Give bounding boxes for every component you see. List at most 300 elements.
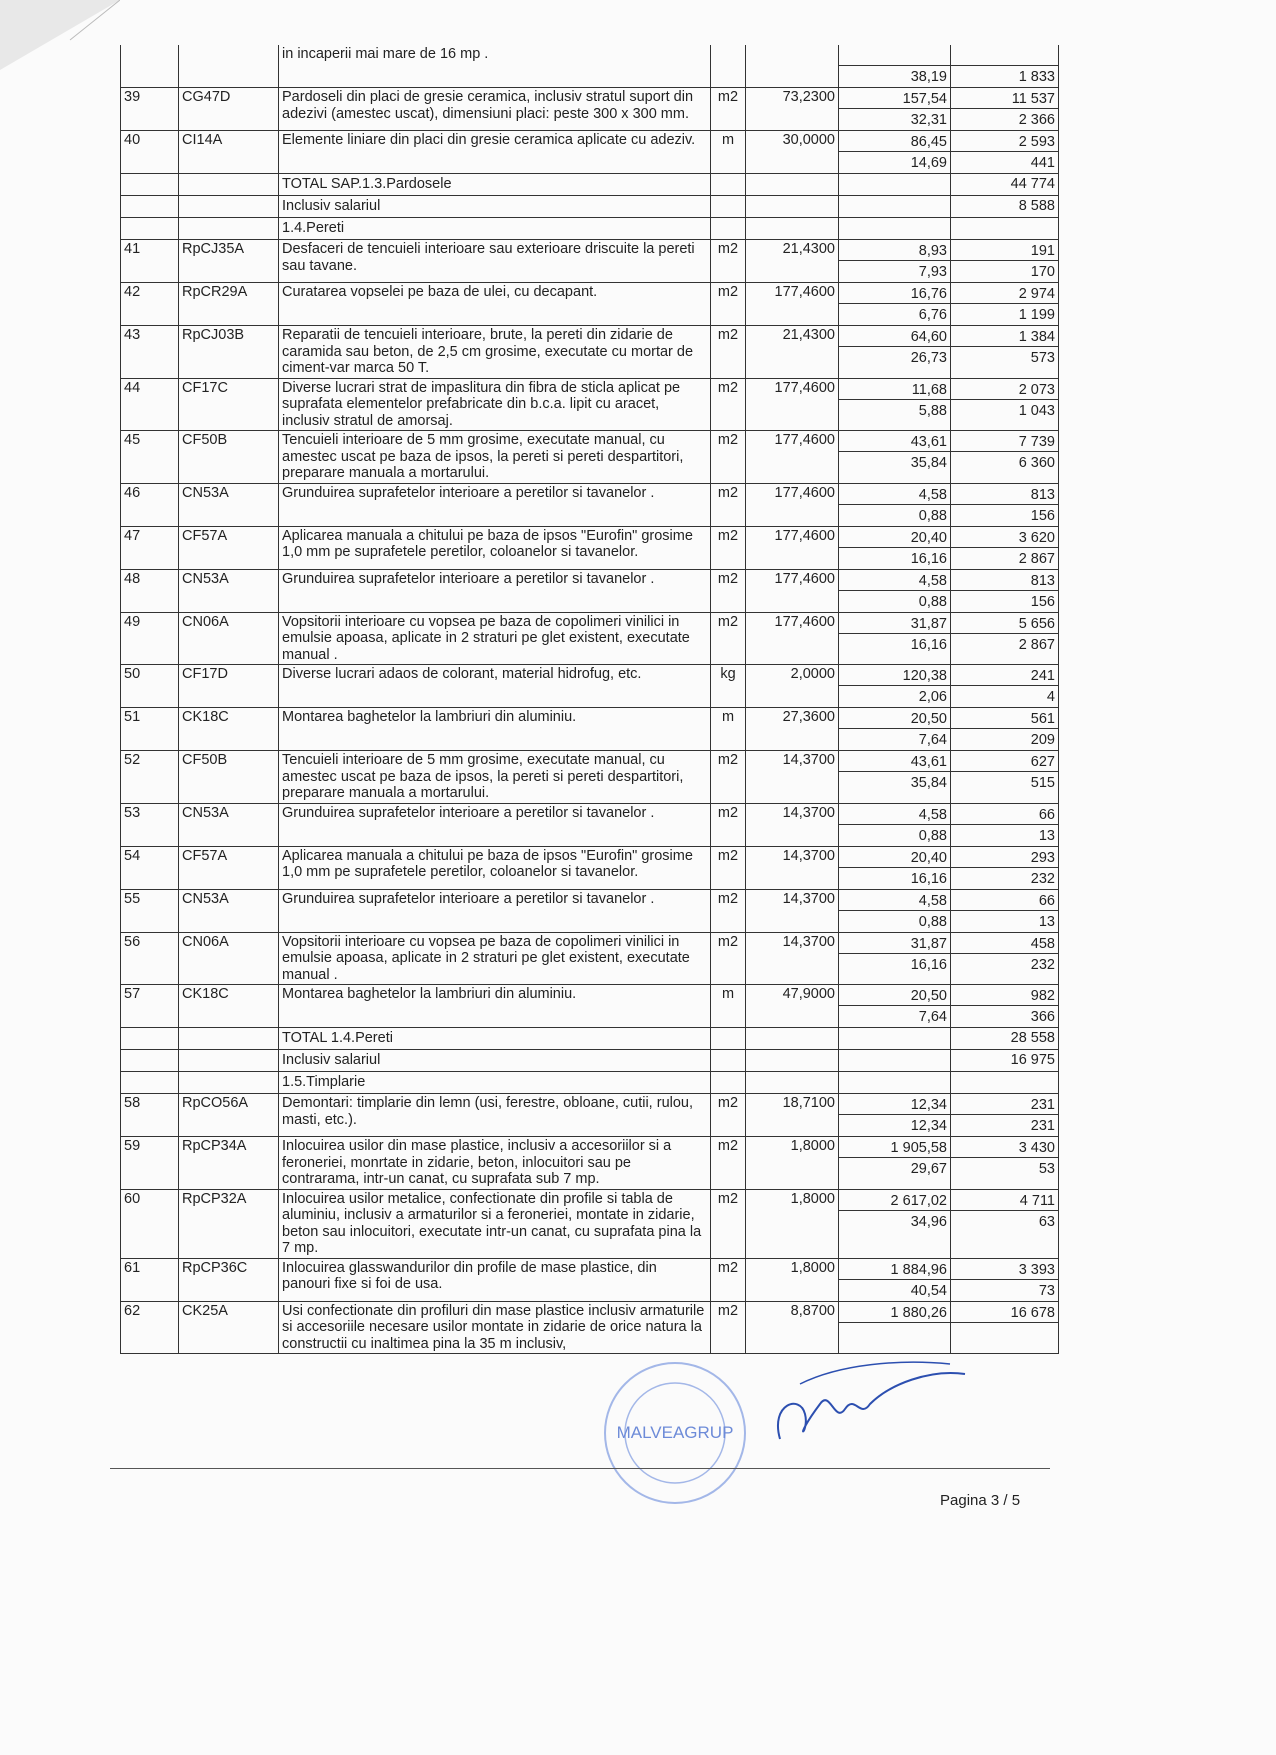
empty-cell — [746, 174, 839, 195]
item-unit: m2 — [711, 1302, 746, 1354]
item-unit: m — [711, 708, 746, 750]
unit-price: 26,73 — [910, 350, 947, 366]
total-cell — [951, 88, 1059, 130]
unit-price: 12,34 — [839, 1094, 950, 1115]
item-description: Demontari: timplarie din lemn (usi, ferestre, obloane, cutii, rulou, masti, etc.). — [279, 1094, 711, 1136]
unit-price: 157,54 — [839, 88, 950, 109]
empty-cell — [121, 196, 179, 217]
summary-total: 8 588 — [951, 196, 1059, 217]
item-number: 51 — [121, 708, 179, 750]
empty-cell — [746, 218, 839, 239]
unit-price-cell — [839, 240, 951, 282]
item-description: Inlocuirea glasswandurilor din profile de mase plastice, din panouri fixe si foi de usa. — [279, 1259, 711, 1301]
line-total: 2 974 — [951, 283, 1058, 304]
item-description: Desfaceri de tencuieli interioare sau exterioare driscuite la pereti sau tavane. — [279, 240, 711, 282]
line-total: 4 711 — [951, 1190, 1058, 1211]
unit-price: 86,45 — [839, 131, 950, 152]
unit-price-cell — [839, 570, 951, 612]
total-cell — [951, 484, 1059, 526]
table-row — [121, 1259, 1059, 1302]
unit-price: 1 880,26 — [839, 1302, 950, 1323]
line-total: 5 656 — [951, 613, 1058, 634]
item-code: RpCP34A — [179, 1137, 279, 1189]
item-quantity: 177,4600 — [746, 570, 839, 612]
estimate-table — [120, 45, 1059, 1354]
unit-price-cell — [839, 933, 951, 985]
item-unit: m2 — [711, 326, 746, 378]
unit-price: 4,58 — [839, 890, 950, 911]
item-number: 49 — [121, 613, 179, 665]
item-description: Tencuieli interioare de 5 mm grosime, executate manual, cu amestec uscat pe baza de ipsos, la pereti si pereti despartitori, preparare manuala a mortarului. — [279, 751, 711, 803]
unit-price: 8,93 — [839, 240, 950, 261]
empty-cell — [711, 1050, 746, 1071]
item-unit: m2 — [711, 379, 746, 431]
item-unit: m2 — [711, 933, 746, 985]
unit-price: 20,50 — [839, 708, 950, 729]
empty-cell — [746, 196, 839, 217]
line-total: 6 360 — [1018, 455, 1055, 471]
unit-price-cell — [839, 985, 951, 1027]
item-number: 54 — [121, 847, 179, 889]
item-code: CN06A — [179, 613, 279, 665]
total-cell — [951, 751, 1059, 803]
empty-cell — [839, 1050, 951, 1071]
table-row — [121, 890, 1059, 933]
unit-price: 43,61 — [839, 751, 950, 772]
item-quantity: 18,7100 — [746, 1094, 839, 1136]
item-number: 57 — [121, 985, 179, 1027]
unit-price-cell — [839, 1259, 951, 1301]
item-description: Grunduirea suprafetelor interioare a peretilor si tavanelor . — [279, 570, 711, 612]
total-cell — [951, 933, 1059, 985]
item-code: RpCP36C — [179, 1259, 279, 1301]
unit-price: 0,88 — [918, 827, 947, 844]
item-code — [179, 45, 279, 87]
company-stamp — [600, 1358, 750, 1508]
line-total: 7 739 — [951, 431, 1058, 452]
item-number: 46 — [121, 484, 179, 526]
item-quantity: 14,3700 — [746, 847, 839, 889]
table-row — [121, 45, 1059, 88]
item-number: 41 — [121, 240, 179, 282]
item-description: Grunduirea suprafetelor interioare a peretilor si tavanelor . — [279, 890, 711, 932]
unit-price: 20,40 — [839, 527, 950, 548]
item-quantity: 1,8000 — [746, 1259, 839, 1301]
signature — [760, 1344, 970, 1454]
item-code: RpCP32A — [179, 1190, 279, 1258]
item-number: 60 — [121, 1190, 179, 1258]
item-number: 39 — [121, 88, 179, 130]
summary-total — [951, 1072, 1059, 1093]
total-cell — [951, 379, 1059, 431]
unit-price — [839, 45, 950, 66]
item-quantity: 177,4600 — [746, 379, 839, 431]
unit-price: 38,19 — [910, 69, 947, 85]
line-total: 156 — [1030, 507, 1055, 524]
item-code: RpCJ35A — [179, 240, 279, 282]
unit-price: 43,61 — [839, 431, 950, 452]
item-quantity: 30,0000 — [746, 131, 839, 173]
summary-label: TOTAL SAP.1.3.Pardosele — [279, 174, 711, 195]
item-number: 45 — [121, 431, 179, 483]
item-number: 47 — [121, 527, 179, 569]
summary-row — [121, 1028, 1059, 1050]
item-quantity — [746, 45, 839, 87]
item-unit: m2 — [711, 890, 746, 932]
total-cell — [951, 804, 1059, 846]
summary-total: 28 558 — [951, 1028, 1059, 1049]
empty-cell — [179, 196, 279, 217]
item-quantity: 47,9000 — [746, 985, 839, 1027]
line-total: 573 — [1030, 350, 1055, 366]
unit-price: 20,40 — [839, 847, 950, 868]
item-code: CK18C — [179, 708, 279, 750]
total-cell — [951, 45, 1059, 87]
table-row — [121, 985, 1059, 1028]
empty-cell — [121, 1028, 179, 1049]
table-row — [121, 326, 1059, 379]
unit-price: 16,16 — [910, 550, 947, 567]
line-total: 561 — [951, 708, 1058, 729]
unit-price-cell — [839, 804, 951, 846]
unit-price: 29,67 — [910, 1161, 947, 1177]
item-code: CF57A — [179, 527, 279, 569]
unit-price: 0,88 — [918, 593, 947, 610]
empty-cell — [711, 174, 746, 195]
stamp-text: MALVEAGRUP — [616, 1423, 734, 1442]
line-total: 16 678 — [951, 1302, 1058, 1323]
summary-row — [121, 174, 1059, 196]
item-unit: m2 — [711, 1190, 746, 1258]
empty-cell — [179, 1050, 279, 1071]
item-quantity: 177,4600 — [746, 527, 839, 569]
unit-price-cell — [839, 890, 951, 932]
item-description: Aplicarea manuala a chitului pe baza de ipsos "Eurofin" grosime 1,0 mm pe suprafetele peretilor, coloanelor si tavanelor. — [279, 847, 711, 889]
unit-price: 34,96 — [910, 1213, 947, 1230]
total-cell — [951, 570, 1059, 612]
item-code: CF17D — [179, 665, 279, 707]
unit-price-cell — [839, 613, 951, 665]
table-row — [121, 283, 1059, 326]
table-row — [121, 804, 1059, 847]
unit-price-cell — [839, 484, 951, 526]
unit-price: 7,64 — [918, 732, 947, 748]
empty-cell — [179, 218, 279, 239]
unit-price: 35,84 — [910, 455, 947, 471]
unit-price: 14,69 — [910, 155, 947, 171]
unit-price: 20,50 — [839, 985, 950, 1006]
line-total: 2 593 — [951, 131, 1058, 152]
total-cell — [951, 985, 1059, 1027]
item-unit: m2 — [711, 431, 746, 483]
item-unit: m2 — [711, 283, 746, 325]
item-code: CN53A — [179, 570, 279, 612]
item-quantity: 14,3700 — [746, 804, 839, 846]
item-quantity: 21,4300 — [746, 326, 839, 378]
footer-divider — [110, 1468, 1050, 1469]
item-number: 58 — [121, 1094, 179, 1136]
unit-price: 31,87 — [839, 933, 950, 954]
line-total: 53 — [1038, 1161, 1055, 1177]
line-total: 2 366 — [1018, 112, 1055, 128]
unit-price: 64,60 — [839, 326, 950, 347]
item-unit: m2 — [711, 484, 746, 526]
line-total: 13 — [1038, 827, 1055, 844]
total-cell — [951, 1259, 1059, 1301]
item-number: 55 — [121, 890, 179, 932]
line-total: 3 620 — [951, 527, 1058, 548]
scan-corner-fold — [0, 0, 120, 80]
item-unit — [711, 45, 746, 87]
line-total: 66 — [951, 804, 1058, 825]
item-description: Vopsitorii interioare cu vopsea pe baza de copolimeri vinilici in emulsie apoasa, aplicate in 2 straturi pe glet existent, executate manual . — [279, 613, 711, 665]
unit-price — [839, 1323, 950, 1344]
unit-price-cell — [839, 751, 951, 803]
item-number: 59 — [121, 1137, 179, 1189]
line-total: 4 — [1046, 689, 1055, 705]
line-total: 3 393 — [951, 1259, 1058, 1280]
item-description: Elemente liniare din placi din gresie ceramica aplicate cu adeziv. — [279, 131, 711, 173]
item-quantity: 177,4600 — [746, 613, 839, 665]
summary-row — [121, 1050, 1059, 1072]
line-total: 458 — [951, 933, 1058, 954]
item-description: Grunduirea suprafetelor interioare a peretilor si tavanelor . — [279, 804, 711, 846]
item-description: Usi confectionate din profiluri din mase plastice inclusiv armaturile si accesoriile necesare usilor montate in zidarie de orice natura la constructii cu inaltimea pina la 35 m inclusiv, — [279, 1302, 711, 1354]
table-row — [121, 88, 1059, 131]
table-row — [121, 708, 1059, 751]
line-total: 982 — [951, 985, 1058, 1006]
item-unit: m2 — [711, 1094, 746, 1136]
empty-cell — [839, 1072, 951, 1093]
line-total: 209 — [1030, 732, 1055, 748]
unit-price: 12,34 — [910, 1118, 947, 1134]
total-cell — [951, 1137, 1059, 1189]
total-cell — [951, 665, 1059, 707]
line-total: 627 — [951, 751, 1058, 772]
item-unit: m — [711, 985, 746, 1027]
item-quantity: 21,4300 — [746, 240, 839, 282]
unit-price: 7,93 — [918, 264, 947, 280]
item-unit: m2 — [711, 88, 746, 130]
item-unit: m2 — [711, 527, 746, 569]
line-total: 1 833 — [1018, 69, 1055, 85]
unit-price: 16,16 — [910, 870, 947, 887]
unit-price: 2,06 — [918, 689, 947, 705]
total-cell — [951, 890, 1059, 932]
summary-label: TOTAL 1.4.Pereti — [279, 1028, 711, 1049]
item-description: Inlocuirea usilor metalice, confectionate din profile si tabla de aluminiu, inclusiv a armaturilor si a feroneriei, montate in zidarie, beton sau inlocuitori, executate intr-un canat, cu suprafata pina la 7 mp. — [279, 1190, 711, 1258]
table-row — [121, 379, 1059, 432]
line-total: 813 — [951, 570, 1058, 591]
line-total: 13 — [1038, 913, 1055, 930]
empty-cell — [179, 1072, 279, 1093]
item-code: CK25A — [179, 1302, 279, 1354]
line-total: 515 — [1030, 775, 1055, 791]
unit-price: 0,88 — [918, 507, 947, 524]
item-code: CN06A — [179, 933, 279, 985]
item-quantity: 1,8000 — [746, 1137, 839, 1189]
empty-cell — [839, 196, 951, 217]
unit-price-cell — [839, 1190, 951, 1258]
unit-price: 40,54 — [910, 1282, 947, 1299]
item-unit: m2 — [711, 1137, 746, 1189]
line-total: 3 430 — [951, 1137, 1058, 1158]
unit-price-cell — [839, 379, 951, 431]
item-quantity: 8,8700 — [746, 1302, 839, 1354]
item-description: Diverse lucrari adaos de colorant, material hidrofug, etc. — [279, 665, 711, 707]
line-total — [951, 1323, 1058, 1344]
item-quantity: 14,3700 — [746, 890, 839, 932]
line-total: 366 — [1030, 1009, 1055, 1025]
item-unit: m2 — [711, 240, 746, 282]
item-description: Tencuieli interioare de 5 mm grosime, executate manual, cu amestec uscat pe baza de ipsos, la pereti si pereti despartitori, preparare manuala a mortarului. — [279, 431, 711, 483]
unit-price-cell — [839, 326, 951, 378]
item-description: Inlocuirea usilor din mase plastice, inclusiv a accesoriilor si a feroneriei, monrtate in zidarie, beton, inlocuitori sau pe contrarama, intr-un canat, cu suprafata sub 7 mp. — [279, 1137, 711, 1189]
unit-price: 120,38 — [839, 665, 950, 686]
unit-price: 31,87 — [839, 613, 950, 634]
item-description: Aplicarea manuala a chitului pe baza de ipsos "Eurofin" grosime 1,0 mm pe suprafetele peretilor, coloanelor si tavanelor. — [279, 527, 711, 569]
empty-cell — [179, 1028, 279, 1049]
table-row — [121, 431, 1059, 484]
line-total: 231 — [951, 1094, 1058, 1115]
unit-price-cell — [839, 431, 951, 483]
item-number: 40 — [121, 131, 179, 173]
item-code: CN53A — [179, 484, 279, 526]
unit-price: 4,58 — [839, 484, 950, 505]
item-quantity: 177,4600 — [746, 431, 839, 483]
total-cell — [951, 326, 1059, 378]
item-quantity: 73,2300 — [746, 88, 839, 130]
unit-price-cell — [839, 1094, 951, 1136]
item-description: Curatarea vopselei pe baza de ulei, cu decapant. — [279, 283, 711, 325]
unit-price: 5,88 — [918, 402, 947, 419]
line-total: 232 — [1030, 870, 1055, 887]
item-quantity: 27,3600 — [746, 708, 839, 750]
item-code: RpCJ03B — [179, 326, 279, 378]
item-code: RpCR29A — [179, 283, 279, 325]
item-description: Grunduirea suprafetelor interioare a peretilor si tavanelor . — [279, 484, 711, 526]
unit-price: 1 884,96 — [839, 1259, 950, 1280]
table-row — [121, 240, 1059, 283]
unit-price: 2 617,02 — [839, 1190, 950, 1211]
item-description: Vopsitorii interioare cu vopsea pe baza de copolimeri vinilici in emulsie apoasa, aplicate in 2 straturi pe glet existent, executate manual . — [279, 933, 711, 985]
item-code: CN53A — [179, 804, 279, 846]
item-number: 61 — [121, 1259, 179, 1301]
empty-cell — [711, 1028, 746, 1049]
unit-price-cell — [839, 665, 951, 707]
line-total: 2 867 — [1018, 636, 1055, 653]
line-total: 73 — [1038, 1282, 1055, 1299]
item-number: 50 — [121, 665, 179, 707]
summary-label: Inclusiv salariul — [279, 196, 711, 217]
table-row — [121, 484, 1059, 527]
item-unit: m2 — [711, 570, 746, 612]
summary-total: 16 975 — [951, 1050, 1059, 1071]
unit-price: 16,76 — [839, 283, 950, 304]
unit-price-cell — [839, 847, 951, 889]
item-quantity: 1,8000 — [746, 1190, 839, 1258]
table-row — [121, 570, 1059, 613]
table-row — [121, 1137, 1059, 1190]
item-code: CF57A — [179, 847, 279, 889]
item-description: Diverse lucrari strat de impaslitura din fibra de sticla aplicat pe suprafata elementelor prefabricate din b.c.a. lipit cu aracet, inclusiv stratul de amorsaj. — [279, 379, 711, 431]
summary-row — [121, 1072, 1059, 1094]
item-number: 48 — [121, 570, 179, 612]
unit-price: 7,64 — [918, 1009, 947, 1025]
item-quantity: 14,3700 — [746, 751, 839, 803]
item-quantity: 177,4600 — [746, 283, 839, 325]
total-cell — [951, 1094, 1059, 1136]
line-total: 191 — [951, 240, 1058, 261]
unit-price: 16,16 — [910, 636, 947, 653]
unit-price: 11,68 — [839, 379, 950, 400]
item-code: CF17C — [179, 379, 279, 431]
line-total: 231 — [1030, 1118, 1055, 1134]
empty-cell — [179, 174, 279, 195]
table-row — [121, 933, 1059, 986]
empty-cell — [711, 196, 746, 217]
line-total: 441 — [1030, 155, 1055, 171]
total-cell — [951, 431, 1059, 483]
line-total: 293 — [951, 847, 1058, 868]
item-description: Pardoseli din placi de gresie ceramica, inclusiv stratul suport din adezivi (amestec uscat), dimensiuni placi: peste 300 x 300 mm. — [279, 88, 711, 130]
empty-cell — [839, 174, 951, 195]
line-total: 170 — [1030, 264, 1055, 280]
summary-total — [951, 218, 1059, 239]
item-number: 44 — [121, 379, 179, 431]
line-total: 11 537 — [951, 88, 1058, 109]
unit-price: 35,84 — [910, 775, 947, 791]
item-description: Montarea baghetelor la lambriuri din aluminiu. — [279, 985, 711, 1027]
item-unit: m2 — [711, 1259, 746, 1301]
item-code: CI14A — [179, 131, 279, 173]
line-total: 63 — [1038, 1213, 1055, 1230]
item-code: CN53A — [179, 890, 279, 932]
table-row — [121, 527, 1059, 570]
item-unit: m — [711, 131, 746, 173]
empty-cell — [839, 1028, 951, 1049]
summary-label: Inclusiv salariul — [279, 1050, 711, 1071]
line-total: 1 199 — [1018, 307, 1055, 323]
item-number: 42 — [121, 283, 179, 325]
unit-price-cell — [839, 283, 951, 325]
empty-cell — [746, 1028, 839, 1049]
unit-price-cell — [839, 88, 951, 130]
item-description: in incaperii mai mare de 16 mp . — [279, 45, 711, 87]
empty-cell — [711, 218, 746, 239]
summary-label: 1.4.Pereti — [279, 218, 711, 239]
table-row — [121, 613, 1059, 666]
table-row — [121, 665, 1059, 708]
line-total: 156 — [1030, 593, 1055, 610]
item-number: 43 — [121, 326, 179, 378]
unit-price-cell — [839, 131, 951, 173]
line-total: 241 — [951, 665, 1058, 686]
item-number: 62 — [121, 1302, 179, 1354]
empty-cell — [746, 1072, 839, 1093]
unit-price: 6,76 — [918, 307, 947, 323]
unit-price: 4,58 — [839, 570, 950, 591]
line-total: 232 — [1030, 956, 1055, 973]
line-total: 1 384 — [951, 326, 1058, 347]
item-description: Montarea baghetelor la lambriuri din aluminiu. — [279, 708, 711, 750]
total-cell — [951, 847, 1059, 889]
line-total: 66 — [951, 890, 1058, 911]
page-number: Pagina 3 / 5 — [940, 1492, 1021, 1509]
empty-cell — [121, 1072, 179, 1093]
item-quantity: 14,3700 — [746, 933, 839, 985]
table-row — [121, 1190, 1059, 1259]
